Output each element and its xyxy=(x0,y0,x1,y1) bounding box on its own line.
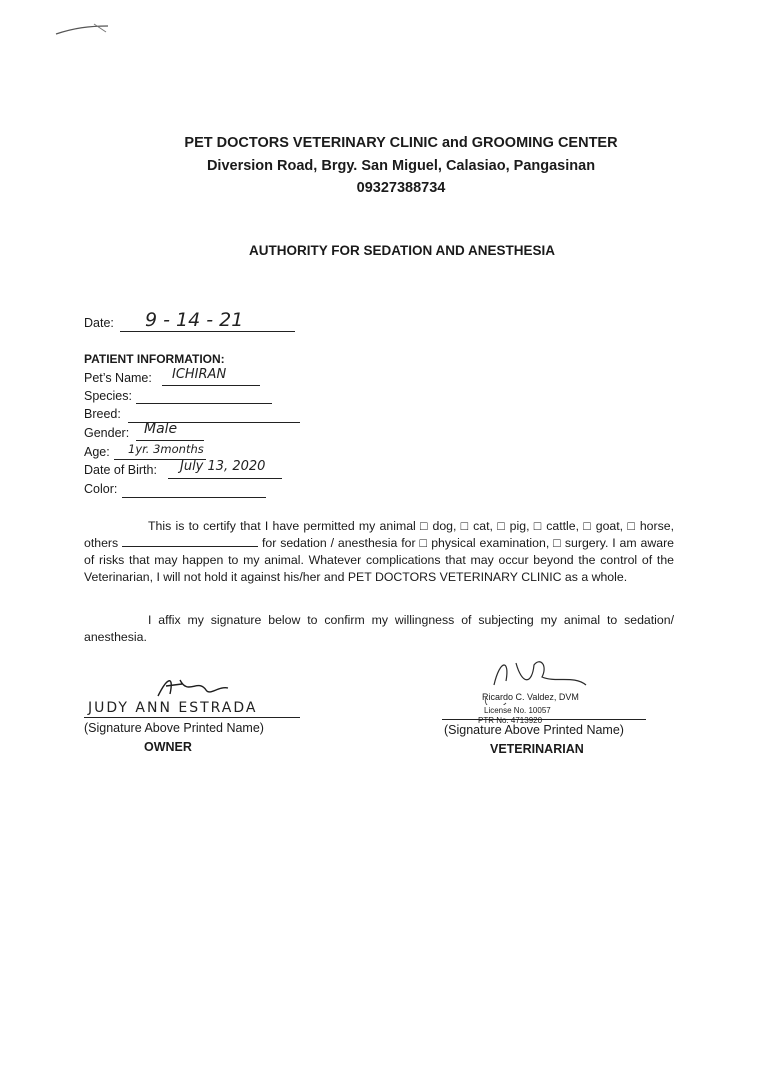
dob-label: Date of Birth: xyxy=(84,463,157,477)
consent-text-part-2: for sedation / anesthesia for □ physical examination, □ surgery. I am aware of risks that may happen to my animal. Whatever complications that may occur beyond the control of the Veterinarian, I will not hold it against his/her and PET DOCTORS VETERINARY CLINIC as a whole. xyxy=(84,536,675,584)
consent-paragraph xyxy=(84,518,674,586)
vet-role: VETERINARIAN xyxy=(490,742,584,756)
scan-mark-icon xyxy=(54,20,114,42)
vet-stamp-name: Ricardo C. Valdez, DVM xyxy=(482,692,579,702)
owner-printed-name: JUDY ANN ESTRADA xyxy=(88,700,258,716)
vet-stamp-ptr: PTR No. 4713920 xyxy=(478,716,543,725)
clinic-address: Diversion Road, Brgy. San Miguel, Calasiao, Pangasinan xyxy=(206,158,596,174)
date-value: 9 - 14 - 21 xyxy=(145,309,244,331)
consent-text-part-1: This is to certify that I have permitted my animal □ dog, □ cat, □ pig, □ cattle, □ goat, □ horse, others xyxy=(84,519,674,550)
clinic-phone: 09327388734 xyxy=(356,180,446,196)
dob-line xyxy=(168,477,282,479)
color-label: Color: xyxy=(84,482,118,496)
owner-signature-line xyxy=(84,716,300,718)
dob-value: July 13, 2020 xyxy=(180,459,266,474)
owner-role: OWNER xyxy=(144,740,192,754)
age-value: 1yr. 3months xyxy=(128,442,204,456)
pets-name-line xyxy=(162,384,260,386)
color-line xyxy=(122,496,266,498)
date-field xyxy=(84,316,114,330)
gender-line xyxy=(136,439,204,441)
date-label: Date: xyxy=(84,316,114,330)
clinic-name: PET DOCTORS VETERINARY CLINIC and GROOMING CENTER xyxy=(184,135,618,151)
form-title: AUTHORITY FOR SEDATION AND ANESTHESIA xyxy=(248,243,555,258)
owner-caption: (Signature Above Printed Name) xyxy=(84,721,264,735)
others-blank xyxy=(122,535,258,547)
patient-info-heading: PATIENT INFORMATION: xyxy=(84,352,225,366)
pets-name-label: Pet’s Name: xyxy=(84,371,152,385)
species-line xyxy=(136,402,272,404)
species-label: Species: xyxy=(84,389,132,403)
breed-label: Breed: xyxy=(84,407,121,421)
gender-value: Male xyxy=(144,421,178,437)
gender-label: Gender: xyxy=(84,426,130,440)
vet-stamp-license: License No. 10057 xyxy=(484,706,551,715)
vet-signature-line xyxy=(442,718,646,720)
pets-name-value: ICHIRAN xyxy=(172,367,227,382)
vet-caption: (Signature Above Printed Name) xyxy=(444,723,624,737)
affix-paragraph xyxy=(84,612,674,646)
age-label: Age: xyxy=(84,445,110,459)
affix-text: I affix my signature below to confirm my willingness of subjecting my animal to sedation/ anesthesia. xyxy=(84,613,674,644)
